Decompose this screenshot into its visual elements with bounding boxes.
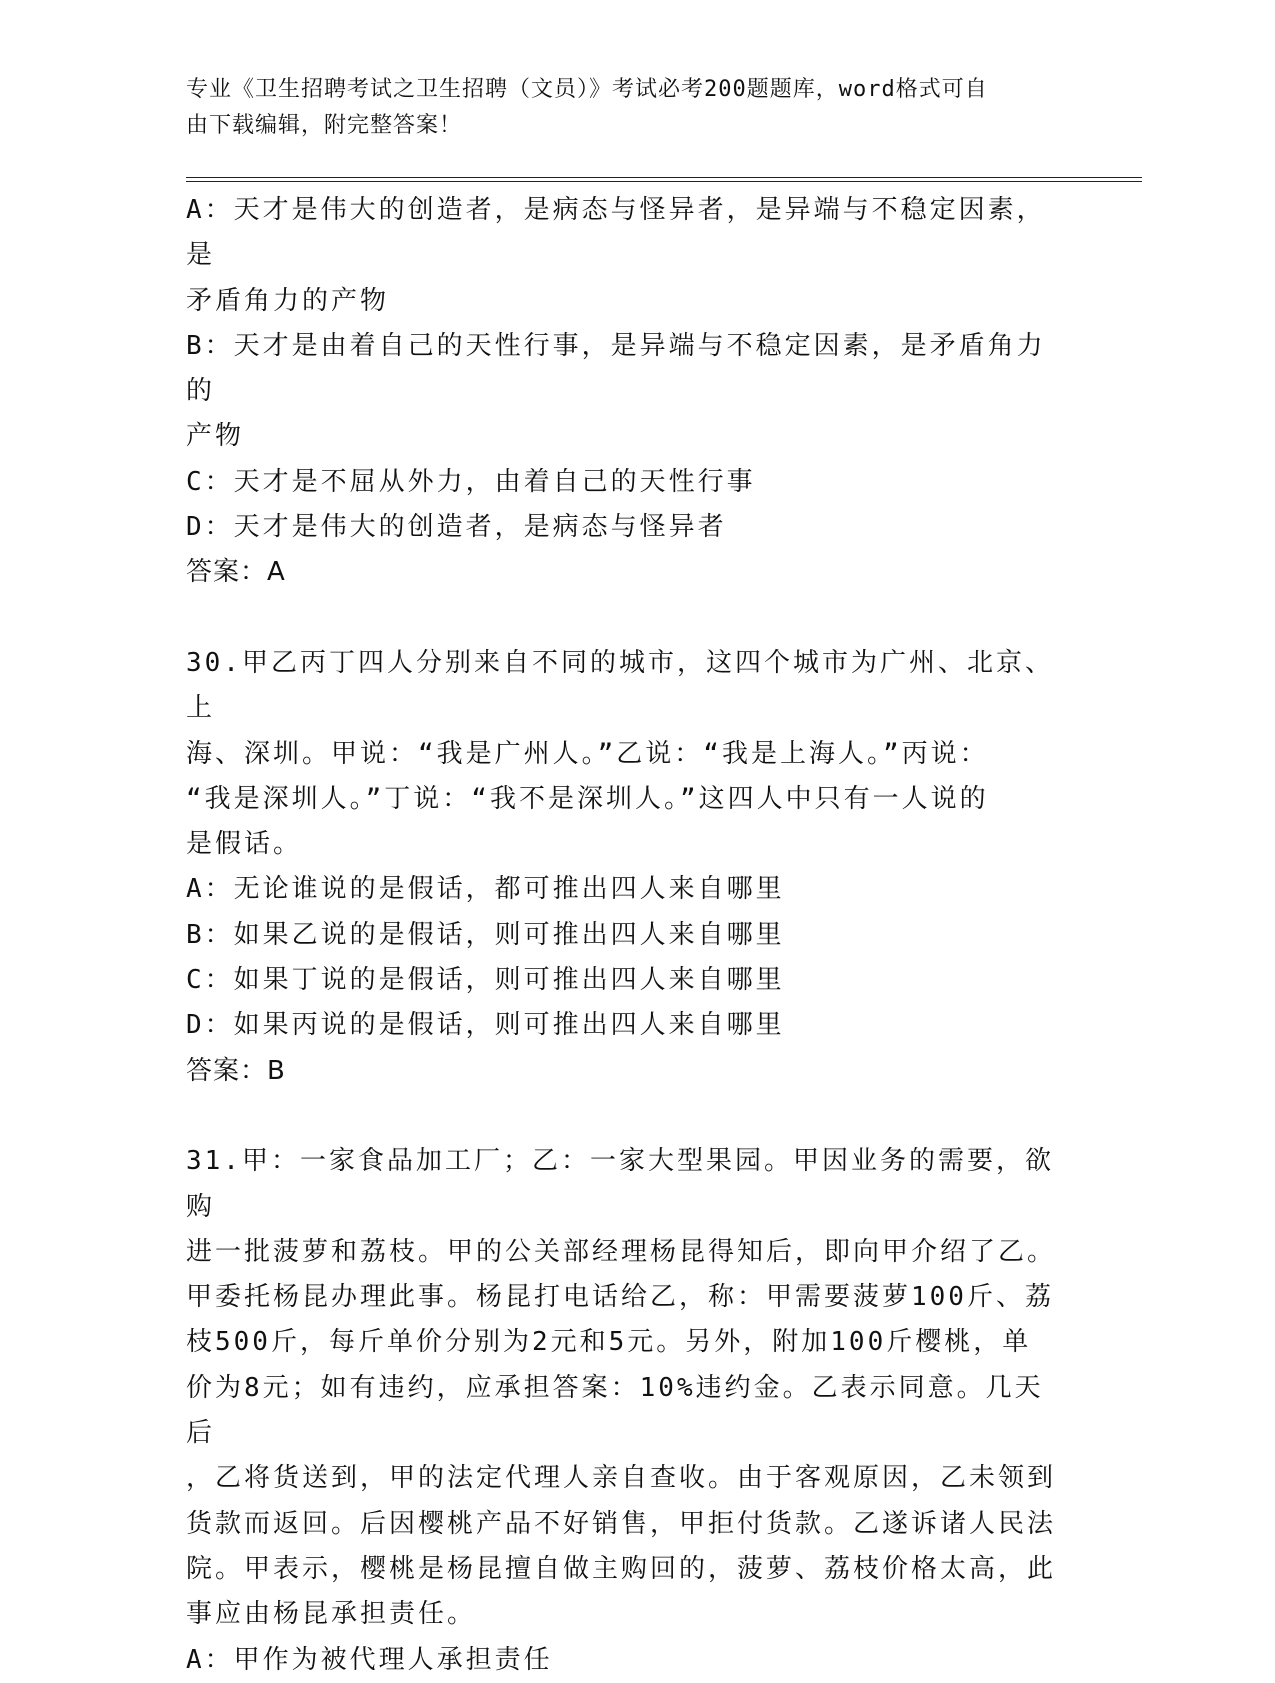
q30-stem-line4: 是假话。 [186,829,303,860]
question-content [186,188,1066,1683]
q29-option-b-line2: 产物 [186,421,245,452]
q31-stem-line9: 事应由杨昆承担责任。 [186,1599,477,1630]
q31-stem-line6: ，乙将货送到，甲的法定代理人亲自查收。由于客观原因，乙未领到 [186,1463,1057,1494]
q30-stem-line2: 海、深圳。甲说：“我是广州人。”乙说：“我是上海人。”丙说： [186,738,989,769]
q31-option-a: A：甲作为被代理人承担责任 [186,1644,553,1675]
q31-stem-line2: 进一批菠萝和荔枝。甲的公关部经理杨昆得知后，即向甲介绍了乙。 [186,1236,1057,1267]
q31-stem-line3: 甲委托杨昆办理此事。杨昆打电话给乙，称：甲需要菠萝100斤、荔 [186,1282,1054,1313]
q30-option-c: C：如果丁说的是假话，则可推出四人来自哪里 [186,965,785,996]
q29-option-a-line2: 矛盾角力的产物 [186,285,390,316]
spacer [186,596,1066,641]
q29-option-a-line1: A：天才是伟大的创造者，是病态与怪异者，是异端与不稳定因素，是 [186,195,1046,271]
q30-stem-line3: “我是深圳人。”丁说：“我不是深圳人。”这四人中只有一人说的 [186,783,989,814]
q30-option-b: B：如果乙说的是假话，则可推出四人来自哪里 [186,919,785,950]
q29-option-c: C：天才是不屈从外力，由着自己的天性行事 [186,466,756,497]
header-divider-top [186,177,1142,178]
q30-stem-line1: 30.甲乙丙丁四人分别来自不同的城市，这四个城市为广州、北京、上 [186,647,1054,724]
document-header [186,72,1066,144]
header-divider-bottom [186,181,1142,182]
q31-stem-line1: 31.甲：一家食品加工厂；乙：一家大型果园。甲因业务的需要，欲购 [186,1146,1054,1222]
q30-answer: 答案：B [186,1055,286,1086]
q30-option-a: A：无论谁说的是假话，都可推出四人来自哪里 [186,874,785,905]
q29-option-b-line1: B：天才是由着自己的天性行事，是异端与不稳定因素，是矛盾角力的 [186,330,1046,407]
q30-option-d: D：如果丙说的是假话，则可推出四人来自哪里 [186,1010,785,1041]
q31-stem-line7: 货款而返回。后因樱桃产品不好销售，甲拒付货款。乙遂诉诸人民法 [186,1508,1057,1539]
q31-stem-line5: 价为8元；如有违约，应承担答案：10%违约金。乙表示同意。几天后 [186,1372,1044,1449]
q31-stem-line8: 院。甲表示，樱桃是杨昆擅自做主购回的，菠萝、荔枝价格太高，此 [186,1553,1057,1584]
q29-answer: 答案：A [186,557,286,588]
q29-option-d: D：天才是伟大的创造者，是病态与怪异者 [186,512,727,543]
header-line-1: 专业《卫生招聘考试之卫生招聘（文员）》考试必考200题题库，word格式可自 [186,77,988,102]
spacer [186,1094,1066,1139]
q31-stem-line4: 枝500斤，每斤单价分别为2元和5元。另外，附加100斤樱桃，单 [186,1327,1032,1358]
header-line-2: 由下载编辑，附完整答案！ [186,113,463,138]
